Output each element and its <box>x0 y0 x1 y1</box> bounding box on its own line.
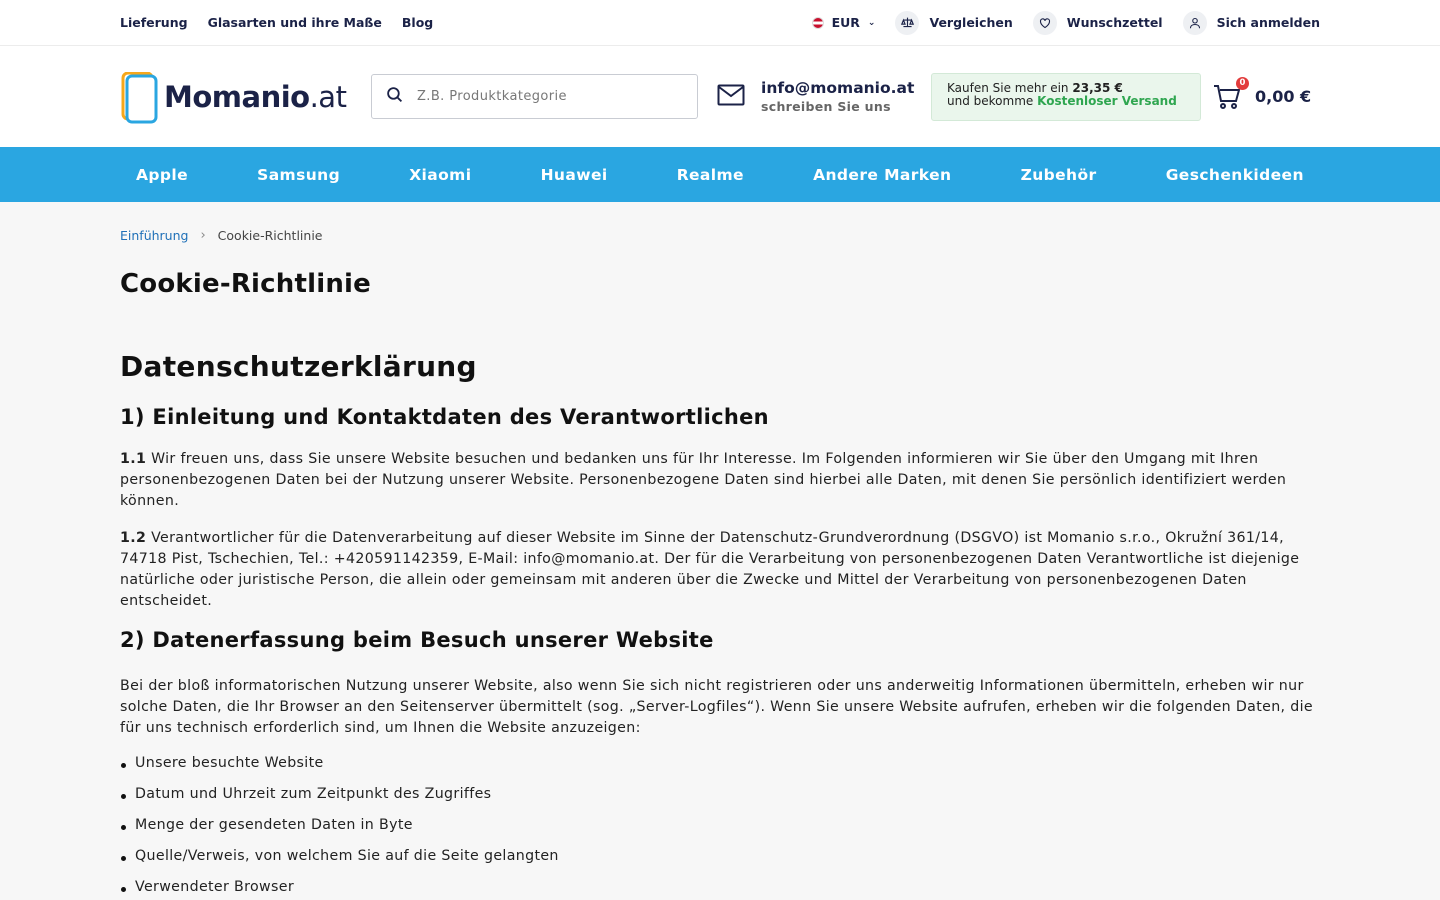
breadcrumb <box>120 228 1320 243</box>
nav-item-realme[interactable]: Realme <box>676 165 744 184</box>
list-item-text: Unsere besuchte Website <box>135 755 324 771</box>
chevron-down-icon: ⌄ <box>867 17 876 28</box>
shipping-mid: und bekomme <box>947 94 1034 108</box>
cart-total: 0,00 € <box>1255 87 1312 106</box>
bullet-icon <box>121 794 126 799</box>
list-item <box>120 879 1320 900</box>
scale-icon <box>895 11 919 35</box>
cart-icon <box>1213 78 1246 111</box>
currency-selector[interactable] <box>812 15 876 30</box>
search-icon[interactable] <box>386 86 403 107</box>
currency-label: EUR <box>831 15 860 30</box>
search-input[interactable] <box>417 89 667 104</box>
nav-item-gift-ideas[interactable]: Geschenkideen <box>1165 165 1304 184</box>
contact-subtext: schreiben Sie uns <box>761 99 891 114</box>
compare-button[interactable] <box>895 11 1012 35</box>
paragraph-number: 1.1 <box>120 451 147 467</box>
login-label: Sich anmelden <box>1216 15 1320 30</box>
list-item <box>120 786 1320 817</box>
top-link-glass-types[interactable]: Glasarten und ihre Maße <box>207 15 382 30</box>
paragraph-1-1 <box>120 449 1320 512</box>
list-item <box>120 755 1320 786</box>
list-item-text: Datum und Uhrzeit zum Zeitpunkt des Zugriffes <box>135 786 492 802</box>
bullet-icon <box>121 825 126 830</box>
envelope-icon <box>717 84 745 110</box>
bullet-icon <box>121 887 126 892</box>
top-links <box>120 15 433 30</box>
nav-item-huawei[interactable]: Huawei <box>540 165 608 184</box>
logo-tld: .at <box>309 79 347 114</box>
list-item-text: Quelle/Verweis, von welchem Sie auf die Seite gelangten <box>135 848 559 864</box>
main-content <box>120 228 1320 900</box>
nav-item-samsung[interactable]: Samsung <box>257 165 341 184</box>
bullet-icon <box>121 763 126 768</box>
contact-email-link[interactable] <box>717 79 931 114</box>
wishlist-label: Wunschzettel <box>1066 15 1163 30</box>
header <box>0 46 1440 147</box>
section-title: Datenschutzerklärung <box>120 350 477 383</box>
user-icon <box>1183 11 1207 35</box>
cart-count-badge: 0 <box>1236 77 1249 90</box>
top-link-delivery[interactable]: Lieferung <box>120 15 188 30</box>
list-item <box>120 848 1320 879</box>
contact-email: info@momanio.at <box>761 79 915 97</box>
collected-data-list <box>120 755 1320 900</box>
top-bar <box>0 0 1440 46</box>
heading-intro: 1) Einleitung und Kontaktdaten des Verantwortlichen <box>120 405 769 429</box>
austria-flag-icon <box>812 17 824 29</box>
heart-icon <box>1033 11 1057 35</box>
heading-data-collection: 2) Datenerfassung beim Besuch unserer Website <box>120 628 714 652</box>
nav-item-other-brands[interactable]: Andere Marken <box>813 165 952 184</box>
phone-logo-icon <box>120 72 158 122</box>
shipping-prefix: Kaufen Sie mehr ein <box>947 80 1069 95</box>
nav-item-xiaomi[interactable]: Xiaomi <box>409 165 472 184</box>
wishlist-button[interactable] <box>1033 11 1163 35</box>
chevron-right-icon: › <box>200 228 206 243</box>
main-nav <box>0 147 1440 202</box>
cart-button[interactable] <box>1213 78 1312 111</box>
search-box[interactable] <box>371 74 698 119</box>
breadcrumb-current: Cookie-Richtlinie <box>217 228 323 243</box>
compare-label: Vergleichen <box>929 15 1013 30</box>
breadcrumb-home[interactable]: Einführung <box>120 228 189 243</box>
nav-item-apple[interactable]: Apple <box>136 165 189 184</box>
paragraph-number: 1.2 <box>120 530 147 546</box>
shipping-free: Kostenloser Versand <box>1037 94 1177 108</box>
free-shipping-banner <box>931 73 1201 121</box>
top-link-blog[interactable]: Blog <box>401 15 434 30</box>
shipping-amount: 23,35 € <box>1072 80 1123 95</box>
list-item-text: Menge der gesendeten Daten in Byte <box>135 817 413 833</box>
paragraph-2: Bei der bloß informatorischen Nutzung unserer Website, also wenn Sie sich nicht registrieren oder uns anderweitig Informationen übermitteln, erheben wir nur solche Daten, die Ihr Browser an den Seitenserver übermittelt (sog. „Server-Logfiles“). Wenn Sie unsere Website aufrufen, erheben wir die folgenden Daten, die für uns technisch erforderlich sind, um Ihnen die Website anzuzeigen: <box>120 678 1313 736</box>
paragraph-text: Wir freuen uns, dass Sie unsere Website besuchen und bedanken uns für Ihr Interesse. Im Folgenden informieren wir Sie über den Umgang mit Ihren personenbezogenen Daten bei der Nutzung unserer Website. Personenbezogene Daten sind hierbei alle Daten, mit denen Sie persönlich identifiziert werden können. <box>120 451 1287 509</box>
bullet-icon <box>121 856 126 861</box>
paragraph-text: Verantwortlicher für die Datenverarbeitung auf dieser Website im Sinne der Datenschutz-Grundverordnung (DSGVO) ist Momanio s.r.o., Okružní 361/14, 74718 Pist, Tschechien, Tel.: +420591142359, E-Mail: info@momanio.at. Der für die Verarbeitung von personenbezogenen Daten Verantwortliche ist diejenige natürliche oder juristische Person, die allein oder gemeinsam mit anderen über die Zwecke und Mittel der Verarbeitung von personenbezogenen Daten entscheidet. <box>120 530 1300 609</box>
list-item-text: Verwendeter Browser <box>135 879 294 895</box>
logo-name: Momanio <box>164 79 310 114</box>
page-title: Cookie-Richtlinie <box>120 269 371 299</box>
login-button[interactable] <box>1183 11 1320 35</box>
logo[interactable] <box>120 72 371 122</box>
nav-item-accessories[interactable]: Zubehör <box>1020 165 1097 184</box>
list-item <box>120 817 1320 848</box>
paragraph-1-2 <box>120 528 1320 612</box>
